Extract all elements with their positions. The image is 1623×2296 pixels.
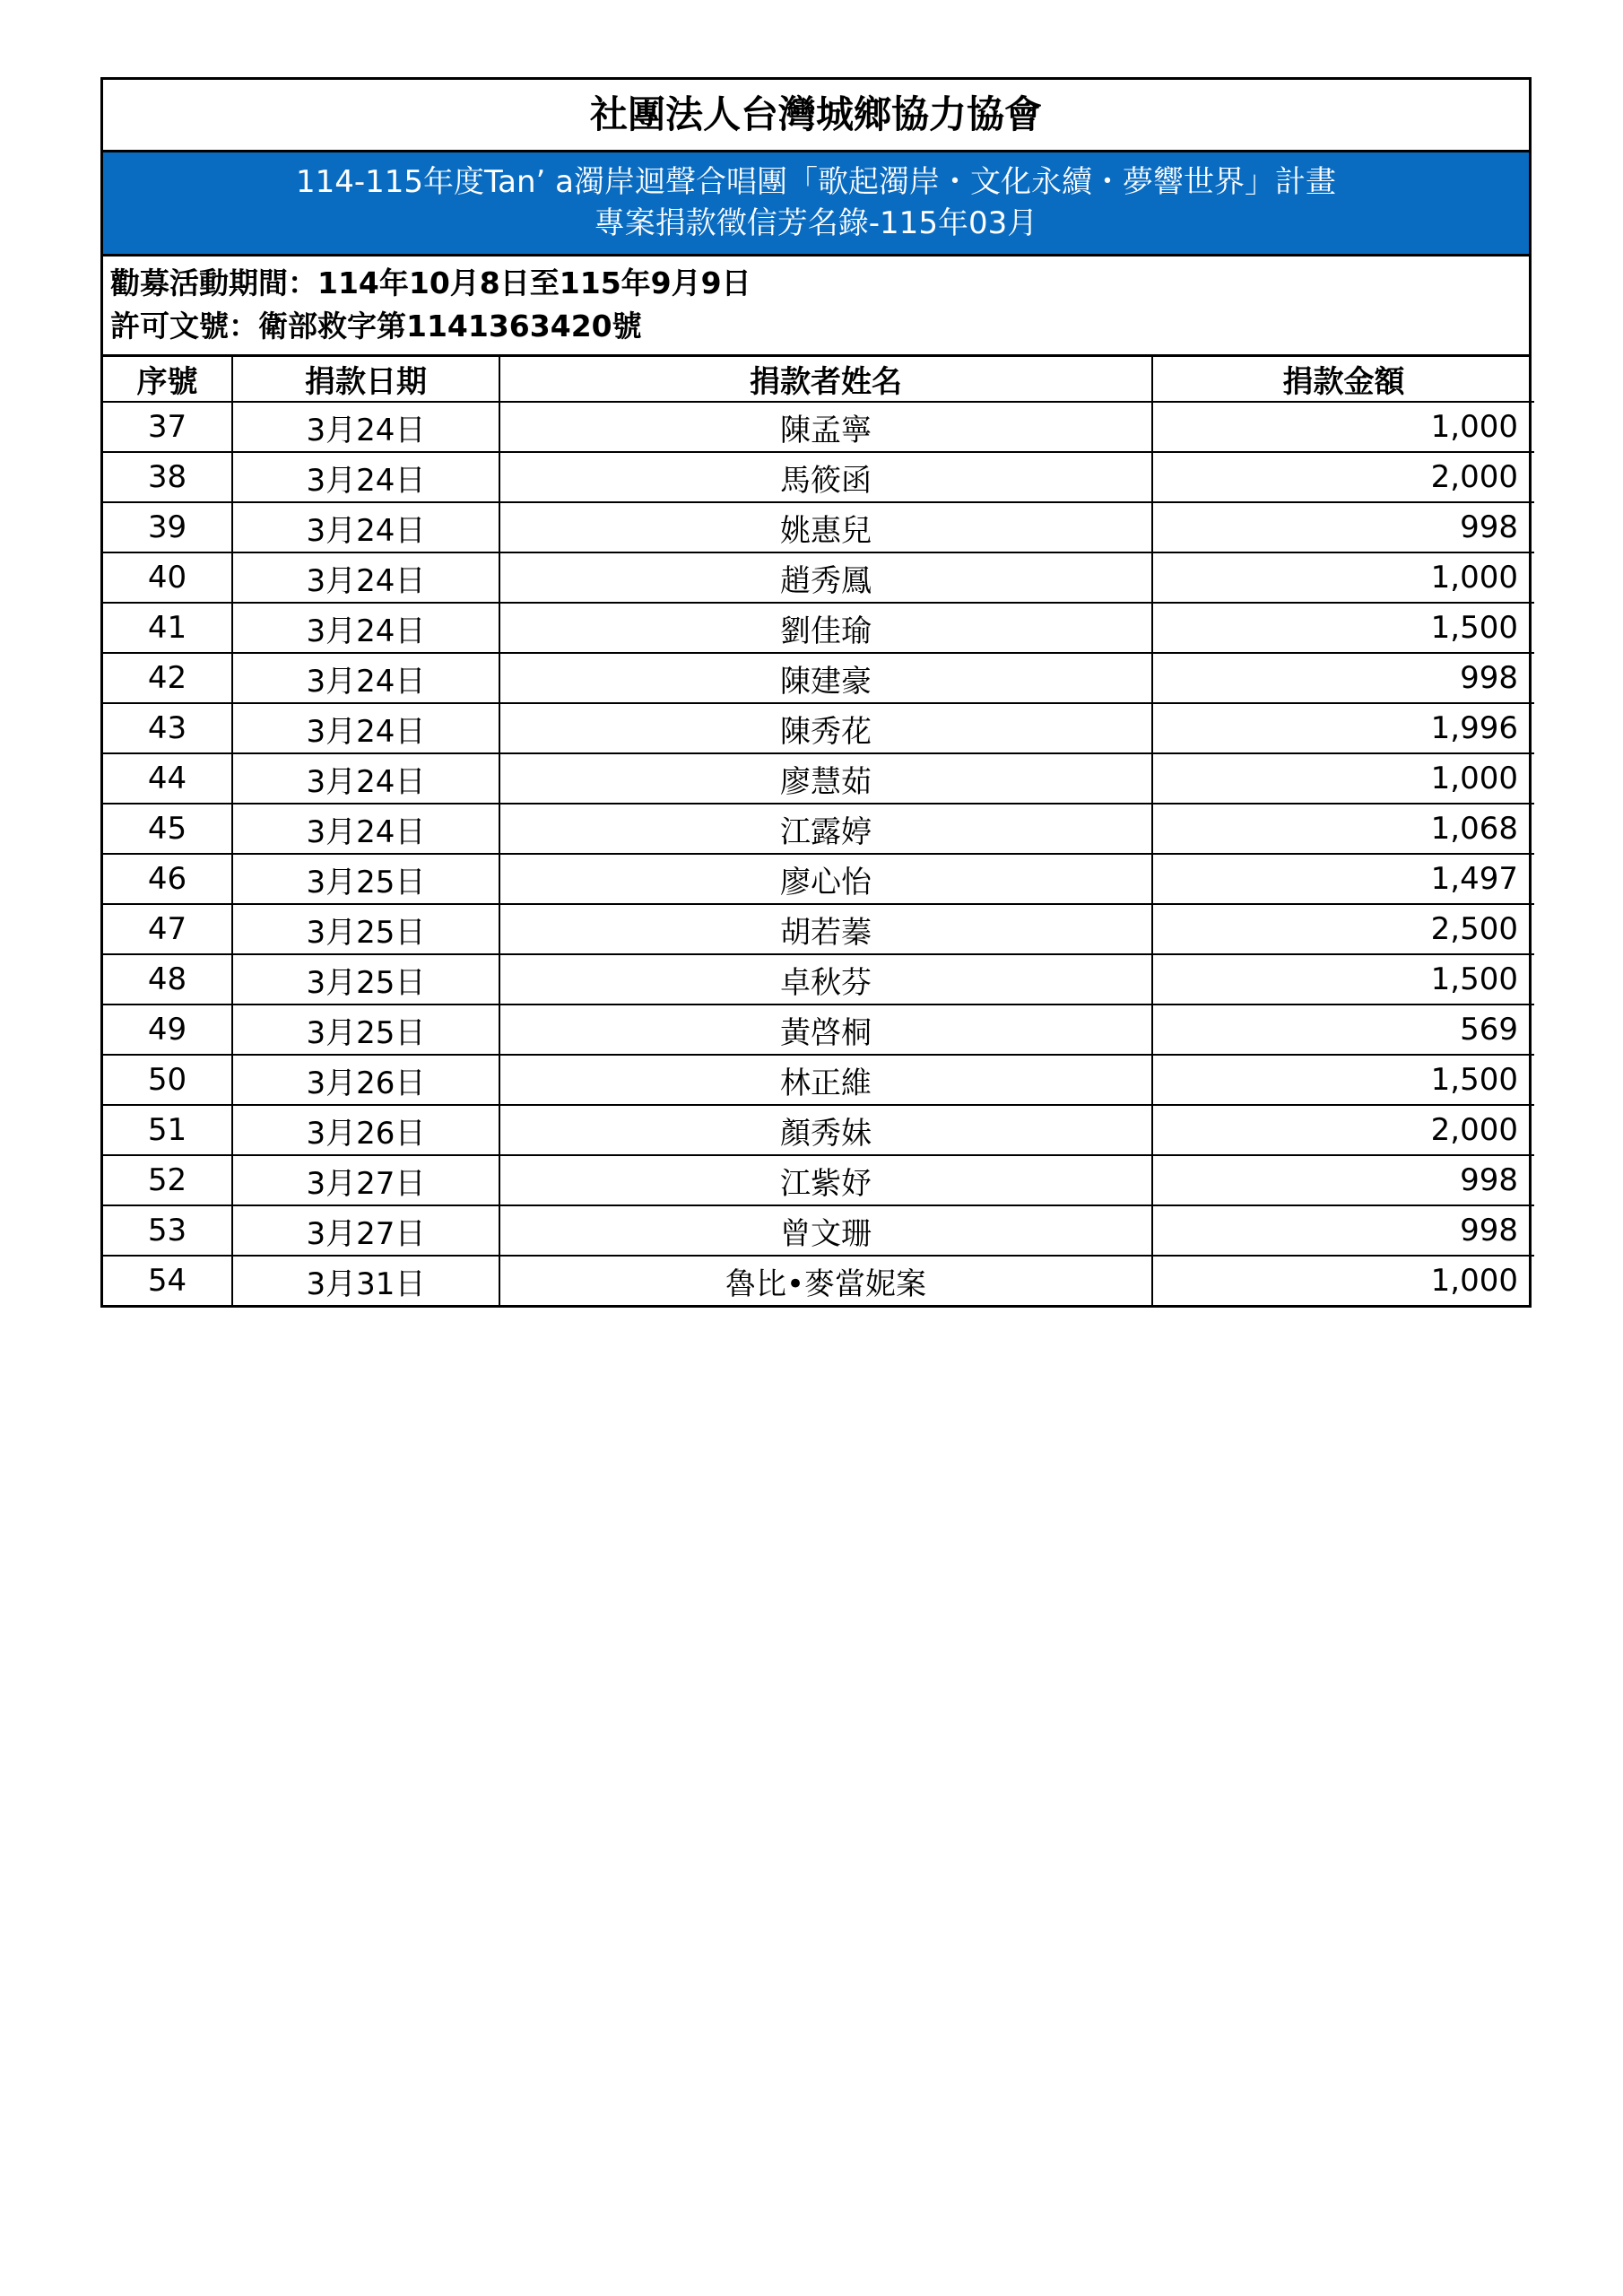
- donation-amount-cell: 1,000: [1152, 552, 1534, 603]
- table-row: [103, 854, 1534, 904]
- donation-date-cell: 3月24日: [232, 552, 499, 603]
- donation-amount-cell: 998: [1152, 502, 1534, 552]
- table-row: [103, 1256, 1534, 1305]
- donation-date-cell: 3月24日: [232, 502, 499, 552]
- donor-name-cell: 江紫妤: [499, 1155, 1152, 1205]
- donation-amount-cell: 569: [1152, 1004, 1534, 1055]
- donor-name-cell: 陳秀花: [499, 703, 1152, 753]
- donation-date-cell: 3月27日: [232, 1155, 499, 1205]
- column-header-amount: 捐款金額: [1152, 357, 1534, 402]
- donor-name-cell: 林正維: [499, 1055, 1152, 1105]
- row-number-cell: 46: [103, 854, 232, 904]
- donation-date-cell: 3月24日: [232, 703, 499, 753]
- row-number-cell: 40: [103, 552, 232, 603]
- donation-date-cell: 3月25日: [232, 954, 499, 1004]
- table-row: [103, 1155, 1534, 1205]
- donation-amount-cell: 998: [1152, 1205, 1534, 1256]
- donation-date-cell: 3月24日: [232, 402, 499, 452]
- donation-date-cell: 3月26日: [232, 1055, 499, 1105]
- row-number-cell: 38: [103, 452, 232, 502]
- table-row: [103, 402, 1534, 452]
- donor-name-cell: 卓秋芬: [499, 954, 1152, 1004]
- donor-name-cell: 陳孟寧: [499, 402, 1152, 452]
- table-row: [103, 1055, 1534, 1105]
- donation-amount-cell: 1,000: [1152, 753, 1534, 804]
- donation-date-cell: 3月24日: [232, 804, 499, 854]
- donation-amount-cell: 1,000: [1152, 402, 1534, 452]
- project-title: 114-115年度Tan’ a濁岸迴聲合唱團「歌起濁岸・文化永續・夢響世界」計畫: [295, 164, 1337, 200]
- row-number-cell: 39: [103, 502, 232, 552]
- table-row: [103, 954, 1534, 1004]
- donor-name-cell: 黃啓桐: [499, 1004, 1152, 1055]
- donor-name-cell: 馬筱函: [499, 452, 1152, 502]
- table-header-row: [103, 357, 1534, 402]
- table-row: [103, 804, 1534, 854]
- table-row: [103, 603, 1534, 653]
- donor-name-cell: 顏秀妹: [499, 1105, 1152, 1155]
- donor-name-cell: 廖慧茹: [499, 753, 1152, 804]
- donor-name-cell: 姚惠兒: [499, 502, 1152, 552]
- donation-amount-cell: 2,000: [1152, 1105, 1534, 1155]
- table-row: [103, 552, 1534, 603]
- table-row: [103, 1004, 1534, 1055]
- donor-name-cell: 趙秀鳳: [499, 552, 1152, 603]
- row-number-cell: 43: [103, 703, 232, 753]
- column-header-number: 序號: [103, 357, 232, 402]
- donor-name-cell: 胡若蓁: [499, 904, 1152, 954]
- row-number-cell: 41: [103, 603, 232, 653]
- row-number-cell: 53: [103, 1205, 232, 1256]
- row-number-cell: 44: [103, 753, 232, 804]
- row-number-cell: 52: [103, 1155, 232, 1205]
- donation-amount-cell: 2,000: [1152, 452, 1534, 502]
- row-number-cell: 54: [103, 1256, 232, 1305]
- donation-date-cell: 3月26日: [232, 1105, 499, 1155]
- column-header-date: 捐款日期: [232, 357, 499, 402]
- record-subtitle: 專案捐款徵信芳名錄-115年03月: [594, 205, 1038, 241]
- donor-name-cell: 劉佳瑜: [499, 603, 1152, 653]
- campaign-period: 勸募活動期間：114年10月8日至115年9月9日: [110, 265, 751, 300]
- donation-date-cell: 3月24日: [232, 653, 499, 703]
- row-number-cell: 51: [103, 1105, 232, 1155]
- campaign-info: [103, 257, 1529, 357]
- donation-amount-cell: 1,068: [1152, 804, 1534, 854]
- donation-date-cell: 3月24日: [232, 603, 499, 653]
- table-row: [103, 1205, 1534, 1256]
- donation-amount-cell: 998: [1152, 1155, 1534, 1205]
- donation-amount-cell: 2,500: [1152, 904, 1534, 954]
- row-number-cell: 50: [103, 1055, 232, 1105]
- table-row: [103, 452, 1534, 502]
- donation-amount-cell: 1,497: [1152, 854, 1534, 904]
- project-banner: [103, 152, 1529, 257]
- donation-record-sheet: [100, 77, 1532, 1308]
- organization-title: 社團法人台灣城鄉協力協會: [103, 80, 1529, 152]
- donation-amount-cell: 1,500: [1152, 1055, 1534, 1105]
- donation-date-cell: 3月24日: [232, 452, 499, 502]
- donation-amount-cell: 1,500: [1152, 603, 1534, 653]
- row-number-cell: 37: [103, 402, 232, 452]
- donation-date-cell: 3月25日: [232, 904, 499, 954]
- row-number-cell: 48: [103, 954, 232, 1004]
- table-row: [103, 1105, 1534, 1155]
- donation-date-cell: 3月25日: [232, 1004, 499, 1055]
- donation-amount-cell: 1,996: [1152, 703, 1534, 753]
- column-header-donor-name: 捐款者姓名: [499, 357, 1152, 402]
- donor-name-cell: 廖心怡: [499, 854, 1152, 904]
- donation-date-cell: 3月27日: [232, 1205, 499, 1256]
- donor-name-cell: 魯比•麥當妮案: [499, 1256, 1152, 1305]
- table-row: [103, 502, 1534, 552]
- table-row: [103, 904, 1534, 954]
- table-row: [103, 753, 1534, 804]
- row-number-cell: 42: [103, 653, 232, 703]
- row-number-cell: 47: [103, 904, 232, 954]
- donor-name-cell: 陳建豪: [499, 653, 1152, 703]
- donation-amount-cell: 998: [1152, 653, 1534, 703]
- donation-date-cell: 3月31日: [232, 1256, 499, 1305]
- table-row: [103, 703, 1534, 753]
- donor-name-cell: 曾文珊: [499, 1205, 1152, 1256]
- row-number-cell: 49: [103, 1004, 232, 1055]
- donation-table: [103, 357, 1534, 1305]
- donation-amount-cell: 1,000: [1152, 1256, 1534, 1305]
- donation-amount-cell: 1,500: [1152, 954, 1534, 1004]
- permit-number: 許可文號：衛部救字第1141363420號: [110, 309, 642, 344]
- donor-name-cell: 江露婷: [499, 804, 1152, 854]
- row-number-cell: 45: [103, 804, 232, 854]
- donation-date-cell: 3月25日: [232, 854, 499, 904]
- table-row: [103, 653, 1534, 703]
- donation-date-cell: 3月24日: [232, 753, 499, 804]
